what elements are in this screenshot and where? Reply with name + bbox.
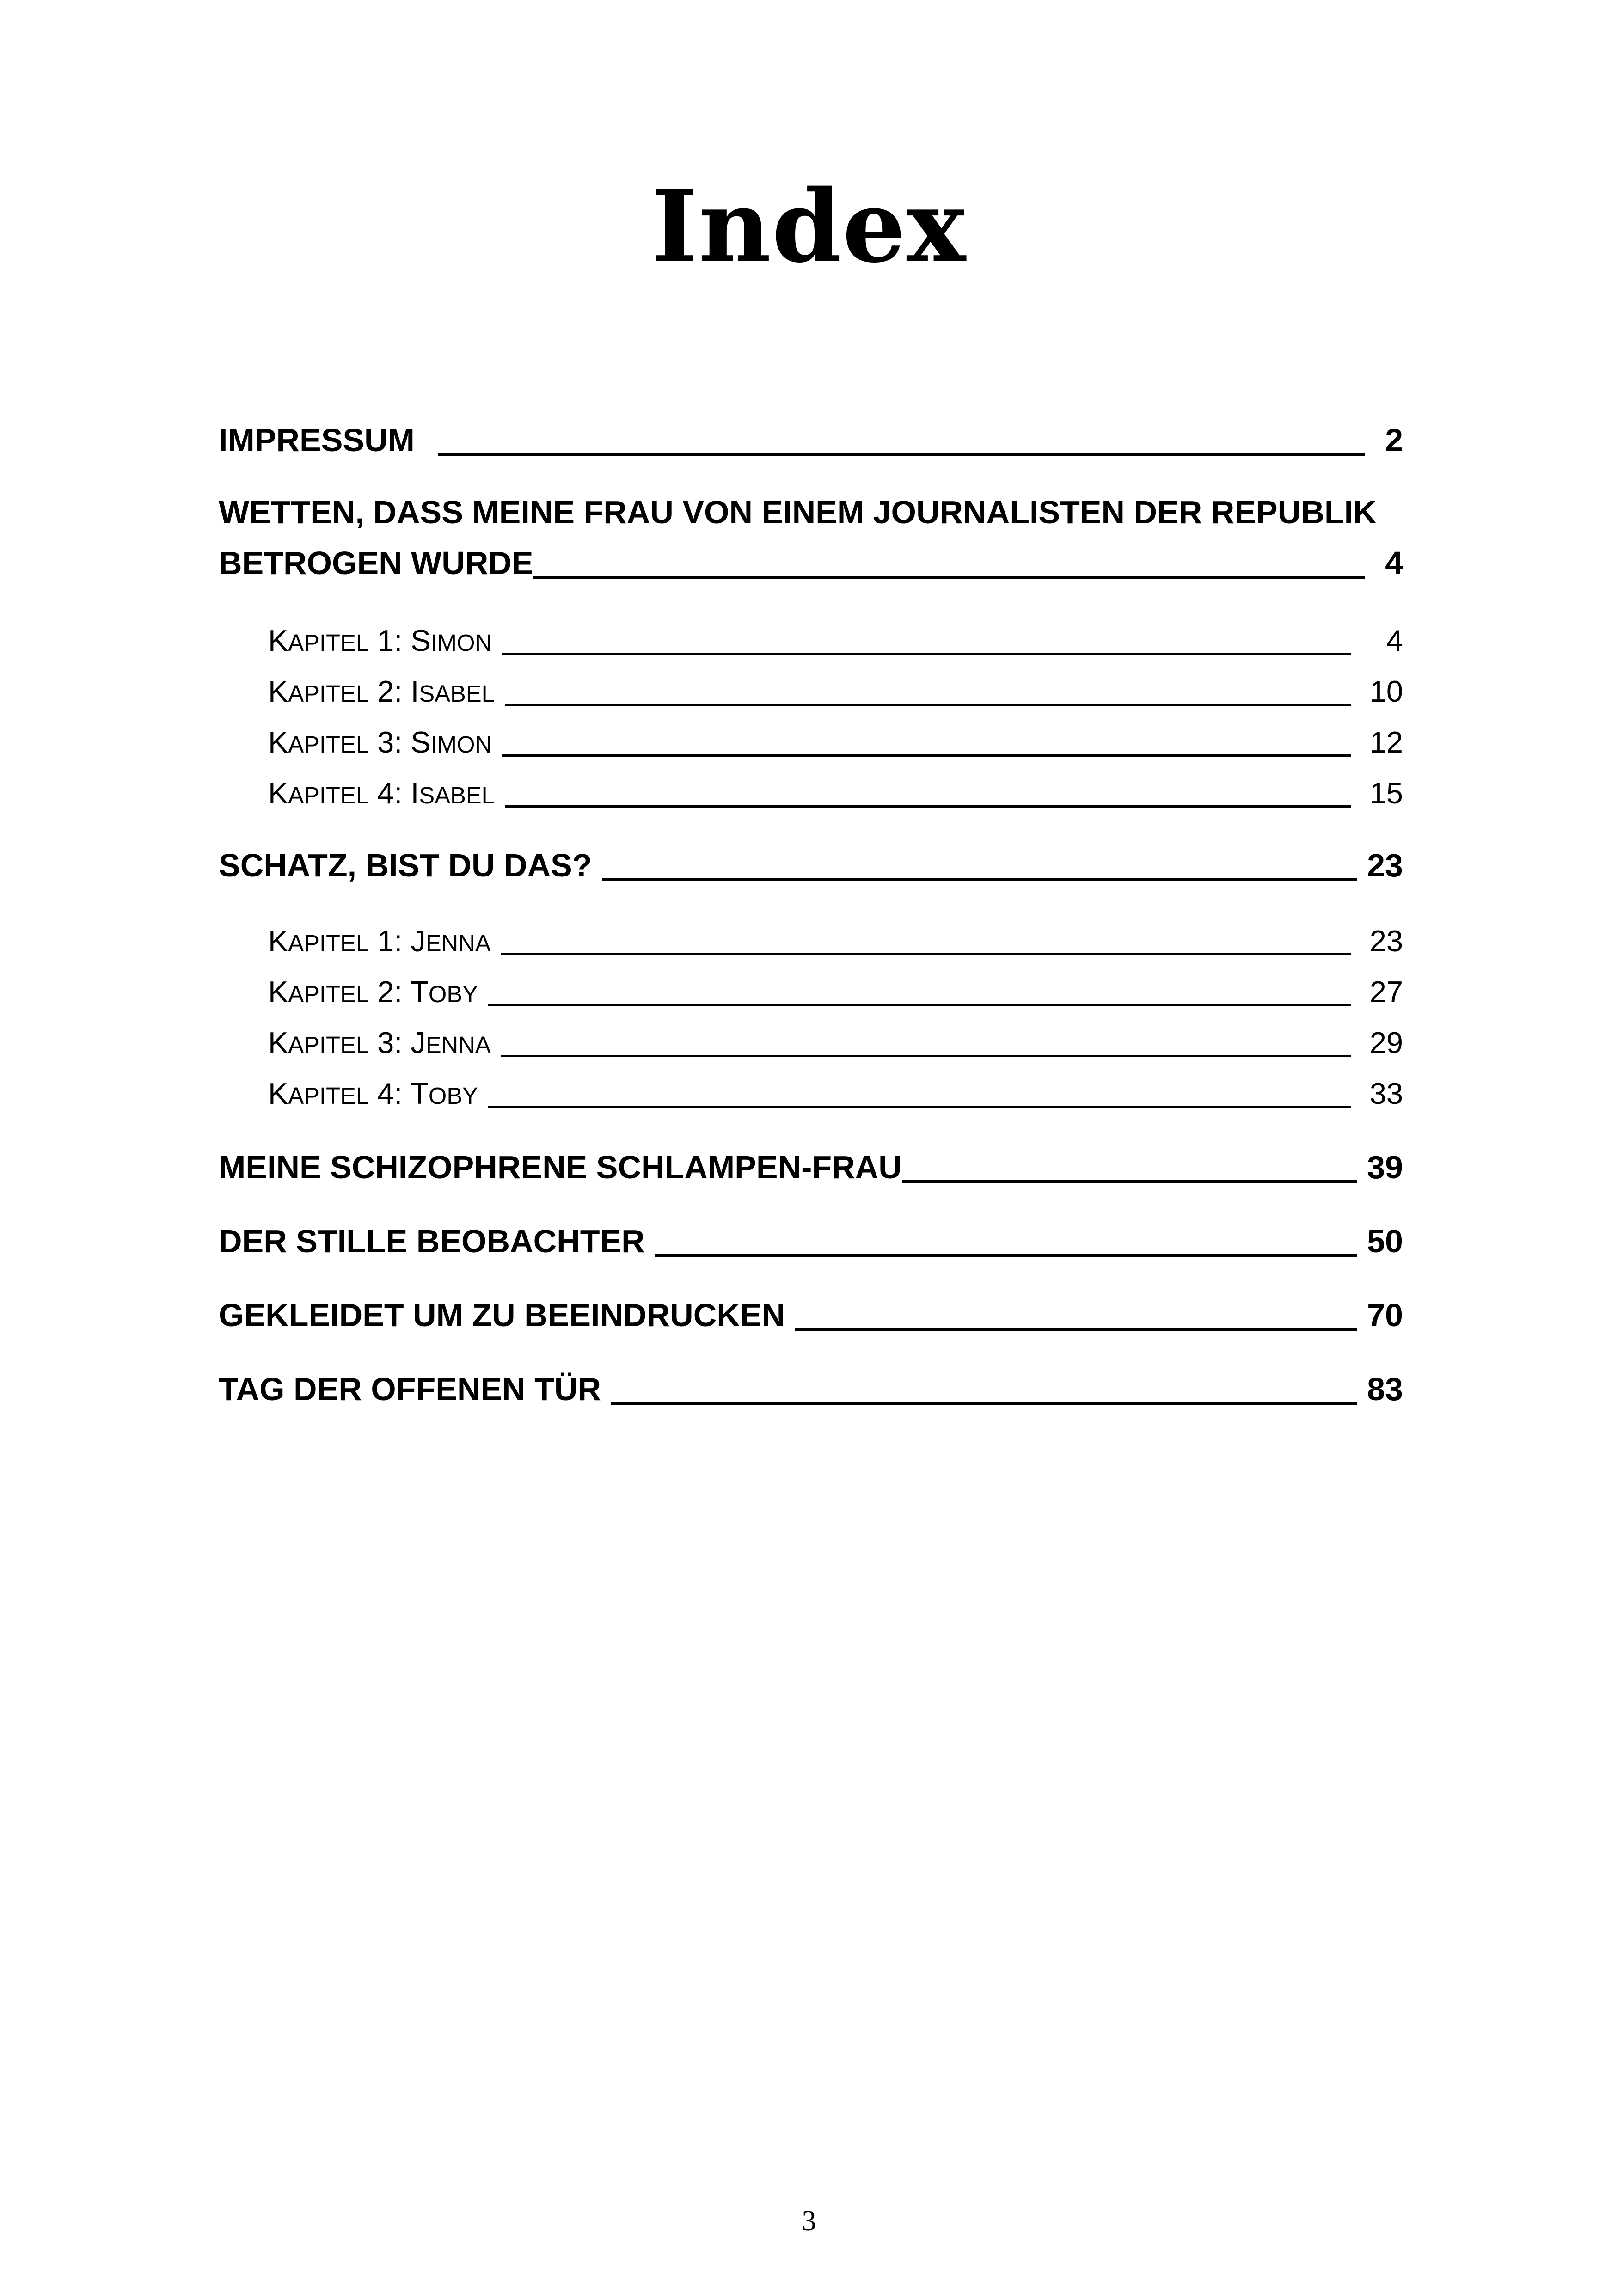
- toc-entry-label: TAG DER OFFENEN TÜR: [219, 1371, 601, 1407]
- toc-entry-stille[interactable]: [219, 1223, 1403, 1260]
- page-title: Index: [651, 168, 967, 285]
- dot-leader: [438, 453, 1365, 456]
- toc-chapter-page: 12: [1369, 725, 1403, 759]
- toc-chapter-page: 23: [1369, 924, 1403, 958]
- toc-chapter-wetten-4[interactable]: [268, 776, 1403, 810]
- dot-leader: [602, 878, 1357, 881]
- toc-chapter-page: 4: [1386, 624, 1403, 657]
- dot-leader: [795, 1328, 1357, 1331]
- toc-chapter-label: KAPITEL 3: JENNA: [268, 1026, 491, 1059]
- toc-chapter-label: KAPITEL 1: SIMON: [268, 624, 492, 657]
- dot-leader: [505, 704, 1351, 706]
- toc-entry-page: 23: [1367, 847, 1403, 883]
- toc-entry-page: 2: [1385, 422, 1403, 458]
- toc-entry-page: 83: [1367, 1371, 1403, 1407]
- toc-chapter-page: 29: [1369, 1026, 1403, 1059]
- toc-chapter-page: 15: [1369, 776, 1403, 810]
- page-number: 3: [802, 2205, 816, 2237]
- toc-chapter-schatz-4[interactable]: [268, 1076, 1403, 1111]
- dot-leader: [488, 1004, 1351, 1006]
- dot-leader: [533, 576, 1365, 579]
- dot-leader: [501, 1055, 1351, 1057]
- dot-leader: [502, 754, 1351, 757]
- toc-entry-gekleidet[interactable]: [219, 1297, 1403, 1334]
- toc-chapter-wetten-1[interactable]: [268, 623, 1403, 658]
- toc-entry-page: 50: [1367, 1223, 1403, 1259]
- toc-entry-schatz[interactable]: [219, 847, 1403, 884]
- toc-chapter-wetten-3[interactable]: [268, 725, 1403, 759]
- toc-chapter-page: 33: [1369, 1077, 1403, 1110]
- toc-entry-tag[interactable]: [219, 1371, 1403, 1408]
- dot-leader: [501, 953, 1351, 955]
- toc-entry-label: DER STILLE BEOBACHTER: [219, 1223, 645, 1259]
- toc-chapter-label: KAPITEL 1: JENNA: [268, 924, 491, 958]
- toc-entry-page: 70: [1367, 1297, 1403, 1333]
- toc-entry-wetten-line1[interactable]: WETTEN, DASS MEINE FRAU VON EINEM JOURNALISTEN DER REPUBLIK: [219, 494, 1377, 530]
- toc-chapter-label: KAPITEL 4: ISABEL: [268, 776, 495, 810]
- toc-chapter-label: KAPITEL 2: TOBY: [268, 975, 478, 1009]
- dot-leader: [655, 1254, 1357, 1257]
- toc-entry-meine[interactable]: [219, 1149, 1403, 1186]
- toc-chapter-page: 10: [1369, 674, 1403, 708]
- toc-chapter-label: KAPITEL 3: SIMON: [268, 725, 492, 759]
- toc-chapter-schatz-1[interactable]: [268, 924, 1403, 958]
- dot-leader: [505, 805, 1351, 808]
- toc-entry-label: GEKLEIDET UM ZU BEEINDRUCKEN: [219, 1297, 785, 1333]
- toc-entry-label: IMPRESSUM: [219, 422, 415, 458]
- toc-entry-wetten[interactable]: [219, 545, 1403, 582]
- toc-entry-page: 4: [1385, 545, 1403, 581]
- toc-entry-impressum[interactable]: [219, 422, 1403, 459]
- toc-chapter-wetten-2[interactable]: [268, 674, 1403, 709]
- toc-entry-label: BETROGEN WURDE: [219, 545, 533, 581]
- dot-leader: [611, 1402, 1357, 1405]
- toc-entry-label: SCHATZ, BIST DU DAS?: [219, 847, 592, 883]
- toc-chapter-schatz-2[interactable]: [268, 974, 1403, 1009]
- dot-leader: [488, 1106, 1351, 1108]
- dot-leader: [902, 1180, 1357, 1183]
- dot-leader: [502, 653, 1351, 655]
- toc-entry-page: 39: [1367, 1149, 1403, 1185]
- toc-chapter-page: 27: [1369, 975, 1403, 1009]
- toc-chapter-schatz-3[interactable]: [268, 1025, 1403, 1060]
- toc-entry-label: MEINE SCHIZOPHRENE SCHLAMPEN-FRAU: [219, 1149, 902, 1185]
- toc-chapter-label: KAPITEL 2: ISABEL: [268, 674, 495, 708]
- toc-chapter-label: KAPITEL 4: TOBY: [268, 1077, 478, 1110]
